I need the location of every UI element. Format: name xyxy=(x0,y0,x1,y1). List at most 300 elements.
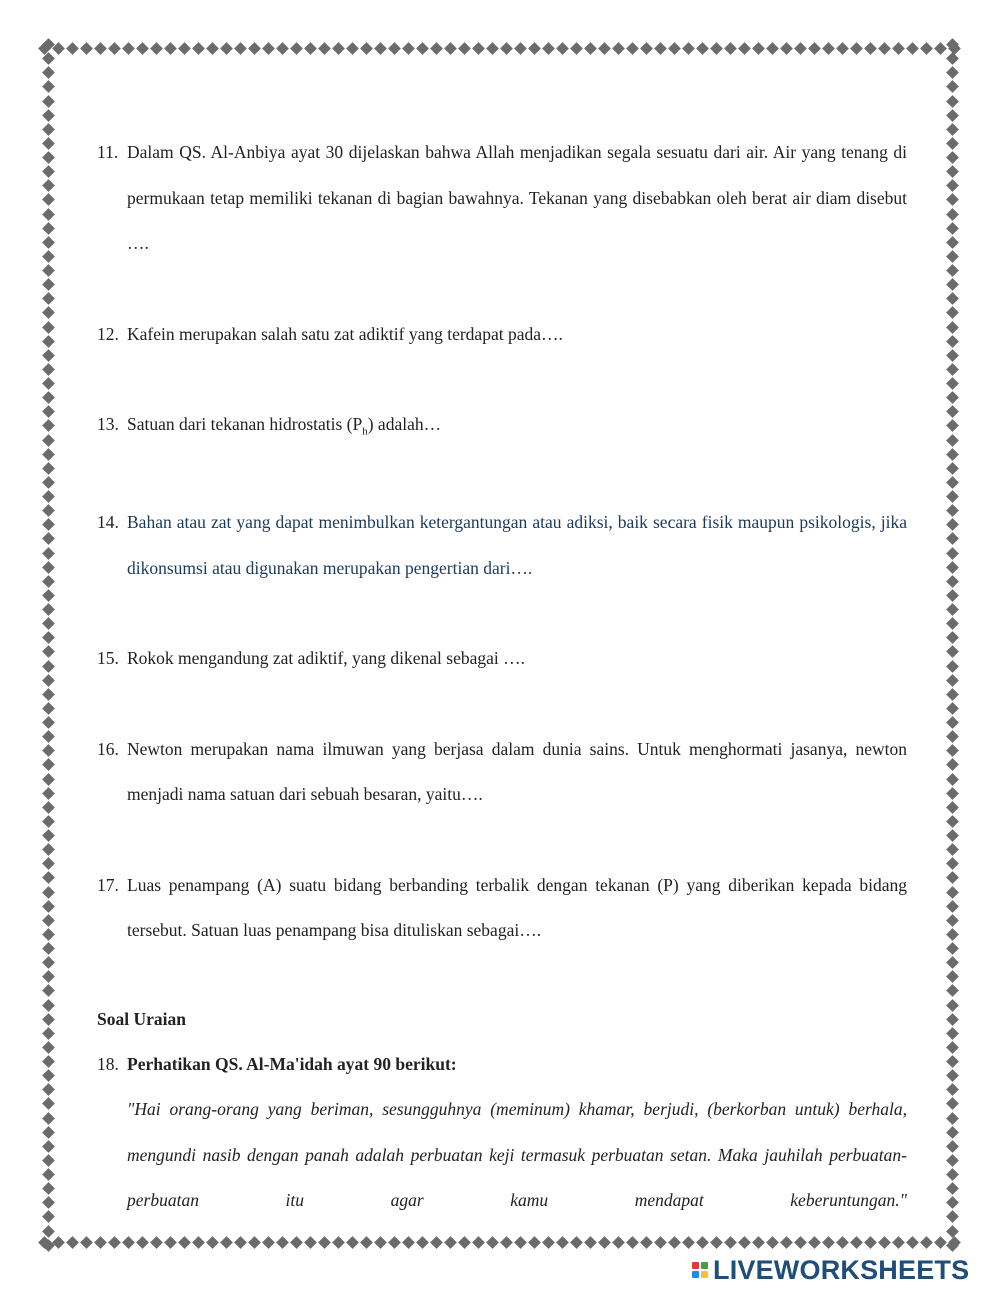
border-diamond xyxy=(946,38,959,51)
section-heading: Soal Uraian xyxy=(97,1008,186,1029)
question-text-before: Satuan dari tekanan hidrostatis (P xyxy=(127,414,363,434)
border-diamond xyxy=(346,1236,359,1249)
border-diamond xyxy=(946,81,959,94)
border-diamond xyxy=(598,42,611,55)
border-diamond xyxy=(42,405,55,418)
question-14 xyxy=(97,500,907,591)
border-diamond xyxy=(416,1236,429,1249)
border-right xyxy=(944,40,960,1250)
question-number: 11. xyxy=(97,142,119,162)
border-diamond xyxy=(42,222,55,235)
border-diamond xyxy=(946,292,959,305)
border-diamond xyxy=(94,42,107,55)
border-diamond xyxy=(248,1236,261,1249)
border-diamond xyxy=(42,236,55,249)
border-diamond xyxy=(42,264,55,277)
border-diamond xyxy=(164,1236,177,1249)
border-diamond xyxy=(780,1236,793,1249)
border-diamond xyxy=(946,872,959,885)
border-diamond xyxy=(42,1225,55,1238)
border-diamond xyxy=(946,349,959,362)
border-diamond xyxy=(42,759,55,772)
border-diamond xyxy=(290,1236,303,1249)
border-diamond xyxy=(472,42,485,55)
border-diamond xyxy=(946,702,959,715)
border-diamond xyxy=(808,42,821,55)
border-diamond xyxy=(42,1140,55,1153)
border-diamond xyxy=(946,561,959,574)
border-diamond xyxy=(178,42,191,55)
border-diamond xyxy=(42,533,55,546)
border-diamond xyxy=(556,1236,569,1249)
border-diamond xyxy=(42,702,55,715)
border-diamond xyxy=(42,165,55,178)
border-diamond xyxy=(946,66,959,79)
border-diamond xyxy=(42,575,55,588)
border-diamond xyxy=(946,1168,959,1181)
border-diamond xyxy=(42,476,55,489)
border-diamond xyxy=(946,434,959,447)
border-diamond xyxy=(80,42,93,55)
border-diamond xyxy=(724,42,737,55)
border-diamond xyxy=(42,985,55,998)
border-diamond xyxy=(42,1112,55,1125)
border-diamond xyxy=(276,1236,289,1249)
border-diamond xyxy=(654,1236,667,1249)
border-diamond xyxy=(946,942,959,955)
border-diamond xyxy=(42,773,55,786)
question-text: Kafein merupakan salah satu zat adiktif yang terdapat pada…. xyxy=(127,323,563,344)
border-diamond xyxy=(946,1154,959,1167)
border-diamond xyxy=(66,1236,79,1249)
border-diamond xyxy=(42,1083,55,1096)
border-diamond xyxy=(946,504,959,517)
border-diamond xyxy=(458,1236,471,1249)
border-diamond xyxy=(738,42,751,55)
border-diamond xyxy=(946,307,959,320)
border-diamond xyxy=(42,1027,55,1040)
question-text: Dalam QS. Al-Anbiya ayat 30 dijelaskan bahwa Allah menjadikan segala sesuatu dari air. Air yang tenang di permukaan tetap memiliki tekanan di bagian bawahnya. Tekanan yang disebabkan oleh berat air diam disebut …. xyxy=(127,142,907,253)
border-diamond xyxy=(946,1112,959,1125)
border-diamond xyxy=(668,1236,681,1249)
border-diamond xyxy=(946,886,959,899)
border-diamond xyxy=(584,42,597,55)
border-diamond xyxy=(946,857,959,870)
border-top xyxy=(40,40,960,56)
border-diamond xyxy=(304,1236,317,1249)
border-diamond xyxy=(682,42,695,55)
border-diamond xyxy=(42,914,55,927)
border-diamond xyxy=(136,42,149,55)
border-diamond xyxy=(346,42,359,55)
border-diamond xyxy=(528,1236,541,1249)
border-diamond xyxy=(108,42,121,55)
question-text-after: ) adalah… xyxy=(367,414,442,434)
question-number: 13. xyxy=(97,414,119,434)
border-diamond xyxy=(42,151,55,164)
border-diamond xyxy=(892,42,905,55)
border-diamond xyxy=(946,1126,959,1139)
border-diamond xyxy=(946,617,959,630)
border-diamond xyxy=(946,1239,959,1252)
border-diamond xyxy=(514,1236,527,1249)
border-diamond xyxy=(42,179,55,192)
border-diamond xyxy=(946,208,959,221)
border-diamond xyxy=(192,42,205,55)
border-diamond xyxy=(584,1236,597,1249)
border-diamond xyxy=(42,448,55,461)
border-diamond xyxy=(42,843,55,856)
border-diamond xyxy=(42,970,55,983)
border-diamond xyxy=(206,1236,219,1249)
border-diamond xyxy=(626,42,639,55)
border-diamond xyxy=(946,52,959,65)
border-diamond xyxy=(946,518,959,531)
border-diamond xyxy=(318,1236,331,1249)
border-diamond xyxy=(946,1027,959,1040)
border-diamond xyxy=(42,307,55,320)
border-diamond xyxy=(472,1236,485,1249)
border-diamond xyxy=(850,42,863,55)
border-diamond xyxy=(42,391,55,404)
border-diamond xyxy=(946,490,959,503)
border-diamond xyxy=(946,137,959,150)
border-diamond xyxy=(42,1098,55,1111)
border-diamond xyxy=(42,660,55,673)
border-diamond xyxy=(248,42,261,55)
border-diamond xyxy=(682,1236,695,1249)
border-diamond xyxy=(946,476,959,489)
border-diamond xyxy=(946,151,959,164)
border-diamond xyxy=(234,42,247,55)
border-diamond xyxy=(528,42,541,55)
border-diamond xyxy=(430,1236,443,1249)
border-diamond xyxy=(836,1236,849,1249)
question-11 xyxy=(97,130,907,267)
border-diamond xyxy=(570,42,583,55)
border-diamond xyxy=(906,42,919,55)
border-diamond xyxy=(878,1236,891,1249)
border-diamond xyxy=(360,42,373,55)
border-diamond xyxy=(192,1236,205,1249)
border-diamond xyxy=(444,1236,457,1249)
border-diamond xyxy=(766,42,779,55)
border-diamond xyxy=(94,1236,107,1249)
border-diamond xyxy=(458,42,471,55)
border-diamond xyxy=(276,42,289,55)
border-diamond xyxy=(946,646,959,659)
border-diamond xyxy=(946,956,959,969)
border-diamond xyxy=(444,42,457,55)
logo-square xyxy=(692,1271,699,1278)
border-diamond xyxy=(42,123,55,136)
border-diamond xyxy=(42,1069,55,1082)
border-diamond xyxy=(822,42,835,55)
border-diamond xyxy=(946,533,959,546)
border-diamond xyxy=(42,603,55,616)
question-16 xyxy=(97,727,907,818)
border-diamond xyxy=(626,1236,639,1249)
question-text: Rokok mengandung zat adiktif, yang dikenal sebagai …. xyxy=(127,648,526,668)
border-diamond xyxy=(42,857,55,870)
question-15 xyxy=(97,636,907,682)
border-diamond xyxy=(178,1236,191,1249)
border-diamond xyxy=(946,1013,959,1026)
border-diamond xyxy=(42,420,55,433)
border-diamond xyxy=(42,744,55,757)
border-diamond xyxy=(42,95,55,108)
border-diamond xyxy=(710,42,723,55)
border-diamond xyxy=(42,617,55,630)
question-number: 16. xyxy=(97,738,119,759)
border-diamond xyxy=(430,42,443,55)
border-diamond xyxy=(220,42,233,55)
worksheet-content xyxy=(97,130,907,1224)
liveworksheets-logo xyxy=(692,1256,969,1284)
border-diamond xyxy=(542,1236,555,1249)
border-diamond xyxy=(710,1236,723,1249)
border-diamond xyxy=(42,518,55,531)
border-diamond xyxy=(42,900,55,913)
border-diamond xyxy=(42,547,55,560)
border-diamond xyxy=(80,1236,93,1249)
border-diamond xyxy=(206,42,219,55)
border-diamond xyxy=(946,1211,959,1224)
border-diamond xyxy=(42,363,55,376)
border-diamond xyxy=(66,42,79,55)
border-diamond xyxy=(42,561,55,574)
border-diamond xyxy=(946,420,959,433)
border-diamond xyxy=(304,42,317,55)
border-diamond xyxy=(486,1236,499,1249)
border-diamond xyxy=(946,363,959,376)
question-text xyxy=(127,402,907,455)
border-diamond xyxy=(946,1225,959,1238)
border-diamond xyxy=(500,42,513,55)
border-diamond xyxy=(946,801,959,814)
border-diamond xyxy=(794,42,807,55)
quran-quote: "Hai orang-orang yang beriman, sesungguhnya (meminum) khamar, berjudi, (berkorban untuk) berhala, mengundi nasib dengan panah adalah perbuatan keji termasuk perbuatan setan. Maka jauhilah perbuatan-perbuatan itu agar kamu mendapat keberuntungan." xyxy=(127,1099,907,1210)
border-diamond xyxy=(42,674,55,687)
logo-square xyxy=(692,1262,699,1269)
border-diamond xyxy=(946,165,959,178)
border-diamond xyxy=(780,42,793,55)
border-diamond xyxy=(654,42,667,55)
border-diamond xyxy=(640,1236,653,1249)
border-diamond xyxy=(500,1236,513,1249)
question-text: Newton merupakan nama ilmuwan yang berjasa dalam dunia sains. Untuk menghormati jasanya, newton menjadi nama satuan dari sebuah besaran, yaitu…. xyxy=(127,738,907,804)
border-diamond xyxy=(946,928,959,941)
border-diamond xyxy=(42,589,55,602)
logo-text: LIVEWORKSHEETS xyxy=(713,1254,970,1285)
border-diamond xyxy=(42,66,55,79)
border-bottom xyxy=(40,1234,960,1250)
border-diamond xyxy=(122,42,135,55)
border-diamond xyxy=(946,716,959,729)
border-diamond xyxy=(150,42,163,55)
border-diamond xyxy=(42,956,55,969)
border-diamond xyxy=(42,1239,55,1252)
border-diamond xyxy=(946,914,959,927)
border-diamond xyxy=(850,1236,863,1249)
border-diamond xyxy=(136,1236,149,1249)
border-diamond xyxy=(946,95,959,108)
border-diamond xyxy=(946,278,959,291)
question-number: 14. xyxy=(97,512,119,532)
border-diamond xyxy=(946,448,959,461)
border-diamond xyxy=(164,42,177,55)
border-diamond xyxy=(42,716,55,729)
border-diamond xyxy=(388,1236,401,1249)
border-diamond xyxy=(42,292,55,305)
border-diamond xyxy=(514,42,527,55)
border-diamond xyxy=(946,970,959,983)
border-diamond xyxy=(42,829,55,842)
border-diamond xyxy=(946,179,959,192)
question-text: Bahan atau zat yang dapat menimbulkan ketergantungan atau adiksi, baik secara fisik maupun psikologis, jika dikonsumsi atau digunakan merupakan pengertian dari…. xyxy=(127,512,907,578)
border-diamond xyxy=(946,1069,959,1082)
border-diamond xyxy=(864,42,877,55)
border-diamond xyxy=(42,137,55,150)
border-diamond xyxy=(290,42,303,55)
border-diamond xyxy=(946,674,959,687)
border-diamond xyxy=(946,377,959,390)
border-diamond xyxy=(946,1098,959,1111)
border-diamond xyxy=(794,1236,807,1249)
border-diamond xyxy=(946,603,959,616)
border-diamond xyxy=(42,349,55,362)
border-diamond xyxy=(42,462,55,475)
border-diamond xyxy=(946,222,959,235)
border-diamond xyxy=(42,646,55,659)
border-diamond xyxy=(946,660,959,673)
border-diamond xyxy=(402,42,415,55)
border-diamond xyxy=(946,1041,959,1054)
border-diamond xyxy=(374,42,387,55)
border-diamond xyxy=(946,787,959,800)
border-diamond xyxy=(864,1236,877,1249)
border-diamond xyxy=(332,1236,345,1249)
border-diamond xyxy=(42,490,55,503)
border-diamond xyxy=(946,759,959,772)
border-diamond xyxy=(878,42,891,55)
question-18 xyxy=(97,1042,907,1224)
border-diamond xyxy=(836,42,849,55)
border-diamond xyxy=(374,1236,387,1249)
border-diamond xyxy=(696,42,709,55)
border-diamond xyxy=(42,631,55,644)
border-diamond xyxy=(946,575,959,588)
border-diamond xyxy=(42,335,55,348)
border-diamond xyxy=(42,81,55,94)
border-diamond xyxy=(946,843,959,856)
border-diamond xyxy=(42,730,55,743)
border-diamond xyxy=(220,1236,233,1249)
border-diamond xyxy=(42,815,55,828)
border-diamond xyxy=(946,264,959,277)
border-diamond xyxy=(946,730,959,743)
border-diamond xyxy=(946,985,959,998)
border-diamond xyxy=(42,377,55,390)
border-diamond xyxy=(946,744,959,757)
border-diamond xyxy=(416,42,429,55)
border-diamond xyxy=(946,631,959,644)
border-diamond xyxy=(402,1236,415,1249)
border-diamond xyxy=(946,547,959,560)
border-diamond xyxy=(570,1236,583,1249)
border-diamond xyxy=(946,815,959,828)
border-diamond xyxy=(920,1236,933,1249)
border-diamond xyxy=(42,194,55,207)
border-diamond xyxy=(42,208,55,221)
border-diamond xyxy=(42,1211,55,1224)
logo-square xyxy=(701,1262,708,1269)
border-diamond xyxy=(946,900,959,913)
border-diamond xyxy=(946,773,959,786)
border-diamond xyxy=(946,1055,959,1068)
border-diamond xyxy=(42,504,55,517)
border-diamond xyxy=(42,1055,55,1068)
border-diamond xyxy=(42,250,55,263)
border-diamond xyxy=(122,1236,135,1249)
border-diamond xyxy=(42,1154,55,1167)
border-diamond xyxy=(486,42,499,55)
border-diamond xyxy=(946,109,959,122)
border-diamond xyxy=(42,1041,55,1054)
border-diamond xyxy=(556,42,569,55)
question-title: Perhatikan QS. Al-Ma'idah ayat 90 berikut: xyxy=(127,1053,457,1074)
question-13 xyxy=(97,402,907,455)
border-diamond xyxy=(42,1168,55,1181)
border-diamond xyxy=(946,1196,959,1209)
subscript-h: h xyxy=(362,425,368,438)
border-diamond xyxy=(822,1236,835,1249)
border-diamond xyxy=(946,462,959,475)
border-diamond xyxy=(42,1013,55,1026)
border-diamond xyxy=(42,928,55,941)
border-diamond xyxy=(42,886,55,899)
border-diamond xyxy=(946,194,959,207)
question-17 xyxy=(97,863,907,954)
border-diamond xyxy=(42,52,55,65)
question-text: Luas penampang (A) suatu bidang berbanding terbalik dengan tekanan (P) yang diberikan kepada bidang tersebut. Satuan luas penampang bisa dituliskan sebagai…. xyxy=(127,874,907,940)
border-diamond xyxy=(42,801,55,814)
border-diamond xyxy=(542,42,555,55)
border-diamond xyxy=(946,335,959,348)
border-diamond xyxy=(946,391,959,404)
question-number: 18. xyxy=(97,1053,119,1074)
border-diamond xyxy=(108,1236,121,1249)
border-diamond xyxy=(42,1126,55,1139)
border-diamond xyxy=(946,829,959,842)
border-diamond xyxy=(724,1236,737,1249)
border-diamond xyxy=(42,321,55,334)
question-12 xyxy=(97,312,907,358)
border-diamond xyxy=(766,1236,779,1249)
border-diamond xyxy=(42,278,55,291)
border-diamond xyxy=(360,1236,373,1249)
border-diamond xyxy=(946,1140,959,1153)
border-diamond xyxy=(42,434,55,447)
border-diamond xyxy=(752,1236,765,1249)
border-diamond xyxy=(332,42,345,55)
border-diamond xyxy=(388,42,401,55)
border-diamond xyxy=(920,42,933,55)
border-diamond xyxy=(42,688,55,701)
question-number: 15. xyxy=(97,648,119,668)
border-diamond xyxy=(946,321,959,334)
border-diamond xyxy=(150,1236,163,1249)
